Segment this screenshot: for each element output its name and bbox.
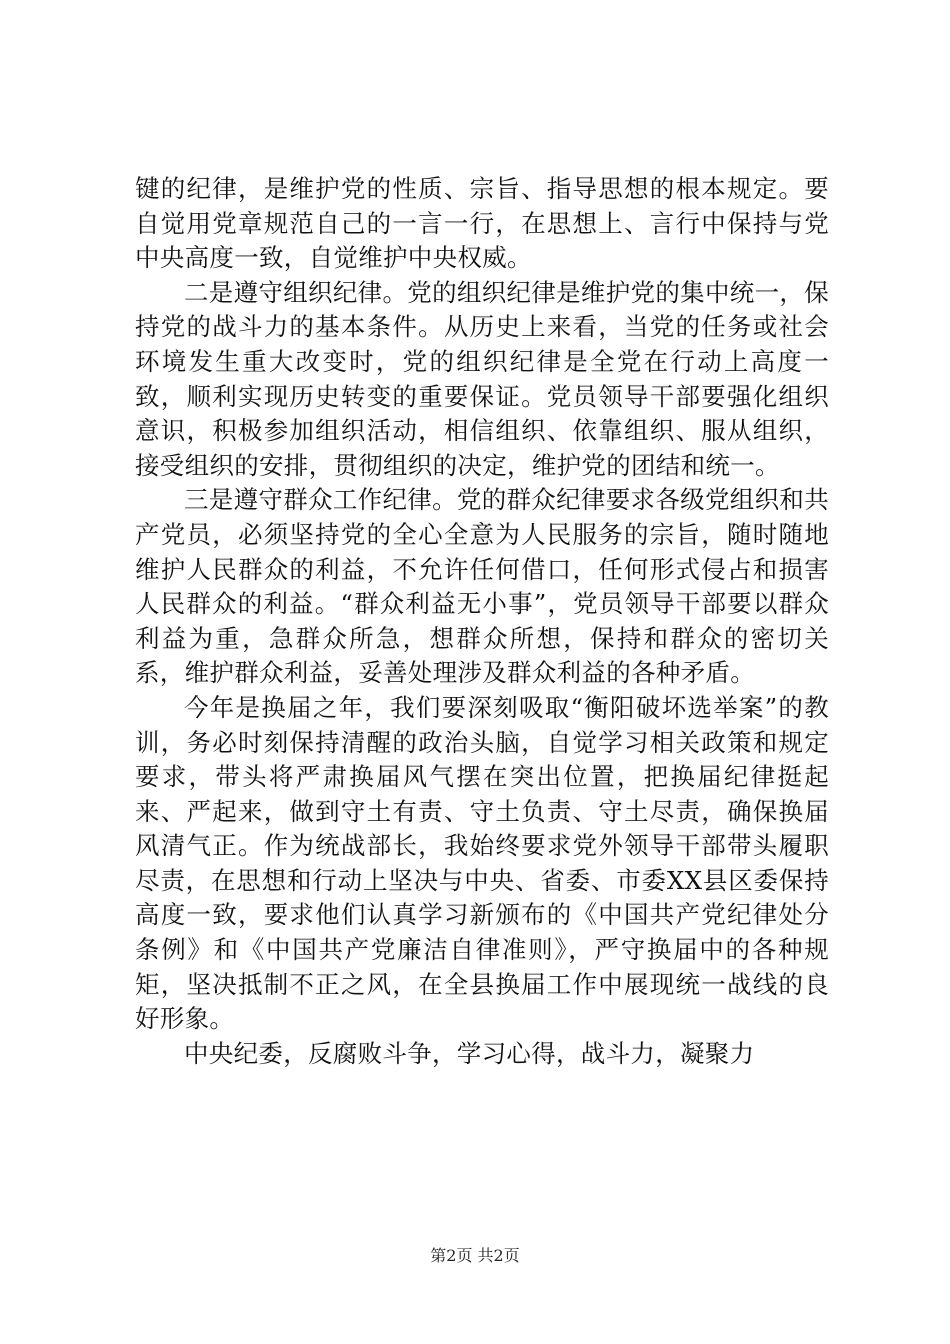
paragraph-election-discipline: 今年是换届之年，我们要深刻吸取“衡阳破坏选举案”的教训，务必时刻保持清醒的政治头脑，自觉学习相关政策和规定要求，带头将严肃换届风气摆在突出位置，把换届纪律挺起来、严起来，做到守土有责、守土负责、守土尽责，确保换届风清气正。作为统战部长，我始终要求党外领导干部带头履职尽责，在思想和行动上坚决与中央、省委、市委XX县区委保持高度一致，要求他们认真学习新颁布的《中国共产党纪律处分条例》和《中国共产党廉洁自律准则》，严守换届中的各种规矩，坚决抵制不正之风，在全县换届工作中展现统一战线的良好形象。 [135,692,829,1034]
paragraph-continuation: 键的纪律，是维护党的性质、宗旨、指导思想的根本规定。要自觉用党章规范自己的一言一行，在思想上、言行中保持与党中央高度一致，自觉维护中央权威。 [135,174,829,273]
page-number-footer: 第2页 共2页 [430,1246,520,1265]
paragraph-keywords: 中央纪委，反腐败斗争，学习心得，战斗力，凝聚力 [184,1038,755,1068]
document-body [135,172,829,1071]
paragraph-mass-work-discipline: 三是遵守群众工作纪律。党的群众纪律要求各级党组织和共产党员，必须坚持党的全心全意为人民服务的宗旨，随时随地维护人民群众的利益，不允许任何借口，任何形式侵占和损害人民群众的利益。“群众利益无小事”，党员领导干部要以群众利益为重，急群众所急，想群众所想，保持和群众的密切关系，维护群众利益，妥善处理涉及群众利益的各种矛盾。 [135,485,829,688]
paragraph-organization-discipline: 二是遵守组织纪律。党的组织纪律是维护党的集中统一，保持党的战斗力的基本条件。从历史上来看，当党的任务或社会环境发生重大改变时，党的组织纪律是全党在行动上高度一致，顺利实现历史转变的重要保证。党员领导干部要强化组织意识，积极参加组织活动，相信组织、依靠组织、服从组织，接受组织的安排，贯彻组织的决定，维护党的团结和统一。 [135,277,829,480]
